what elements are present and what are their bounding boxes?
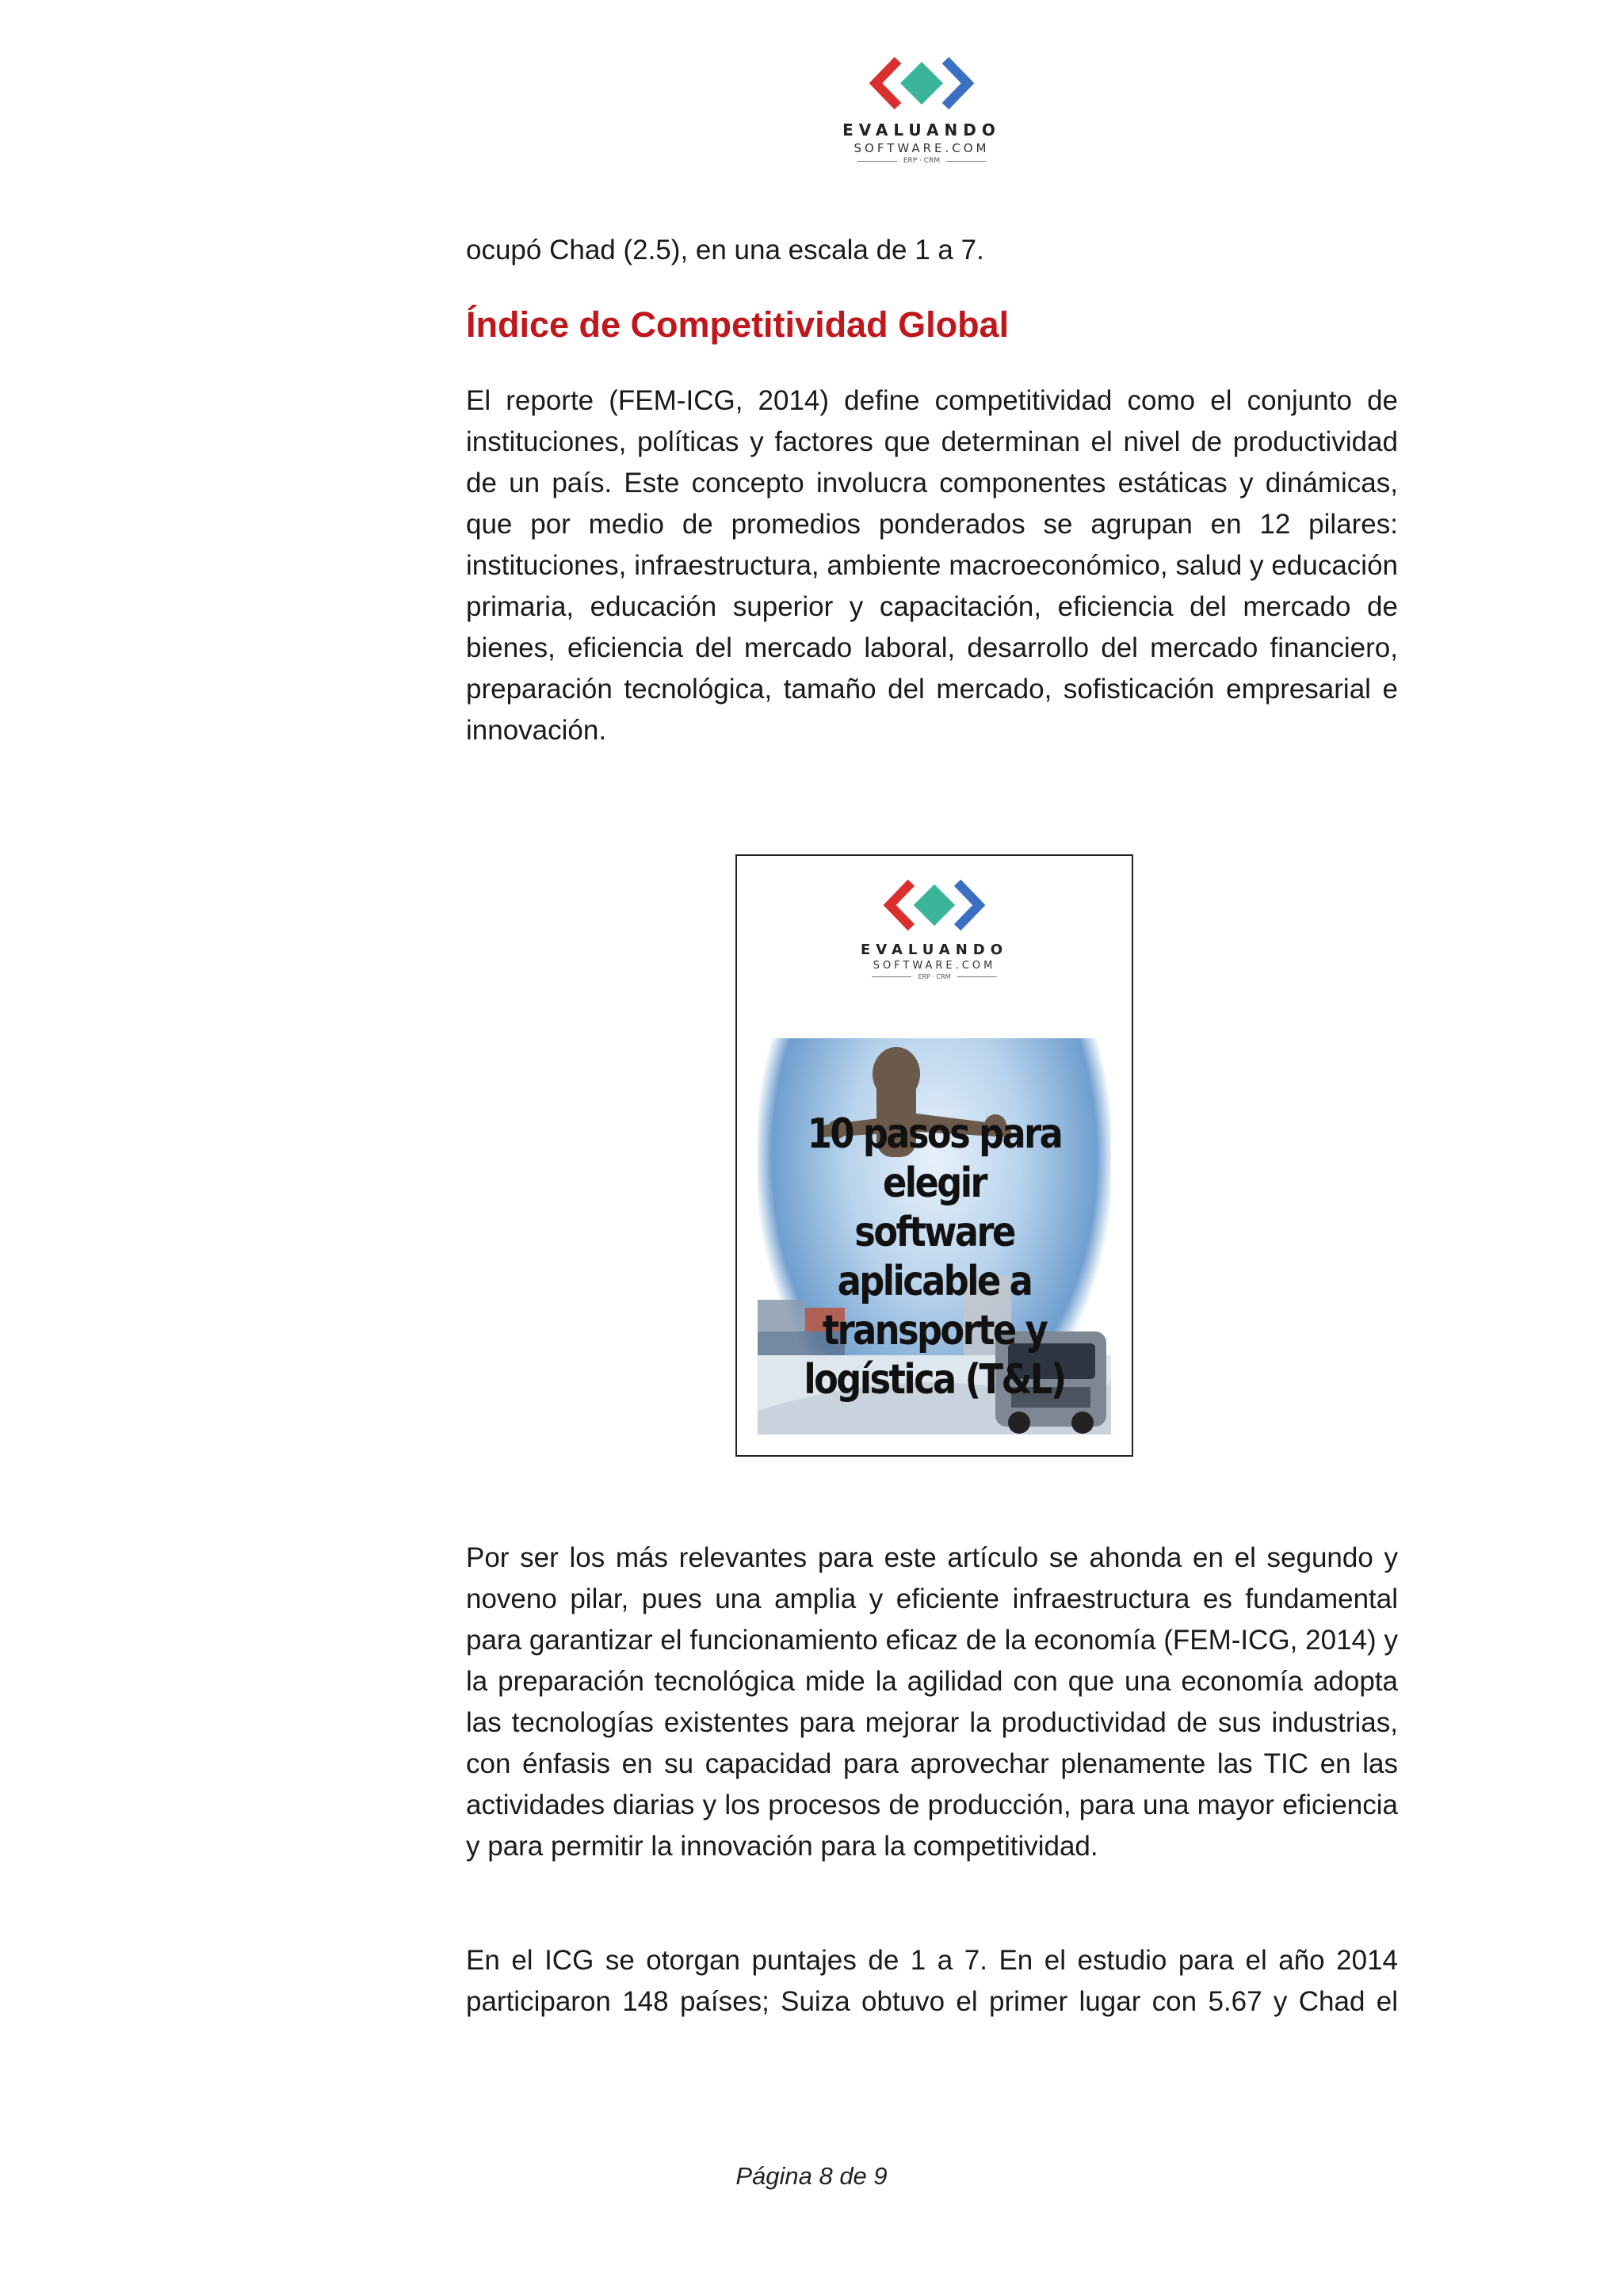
ad-brand-tagline: ERP · CRM xyxy=(918,973,951,980)
brand-tagline: ERP · CRM xyxy=(903,157,941,165)
ad-title-line-2: software aplicable a xyxy=(837,1209,1032,1305)
brand-name: EVALUANDO xyxy=(842,120,1001,139)
paragraph-1: El reporte (FEM-ICG, 2014) define competitividad como el conjunto de instituciones, políticas y factores que determinan el nivel de productividad de un país. Este concepto involucra componentes estáticas y dinámicas, que por medio de promedios ponderados se agrupan en 12 pilares: instituciones, infraestructura, ambiente macroeconómico, salud y educación primaria, educación superior y capacitación, eficiencia del mercado de bienes, eficiencia del mercado laboral, desarrollo del mercado financiero, preparación tecnológica, tamaño del mercado, sofisticación empresarial e innovación. xyxy=(466,385,1398,746)
ad-banner[interactable] xyxy=(735,854,1133,1457)
lead-text: ocupó Chad (2.5), en una escala de 1 a 7. xyxy=(466,235,984,266)
brand-tagline-row xyxy=(832,157,1011,165)
ad-brand-logo-icon xyxy=(883,878,986,932)
brand-domain: SOFTWARE.COM xyxy=(854,141,990,155)
brand-logo-icon xyxy=(869,55,974,111)
page-number: Página 8 de 9 xyxy=(735,2162,888,2190)
paragraph-2: Por ser los más relevantes para este artículo se ahonda en el segundo y noveno pilar, pues una amplia y eficiente infraestructura es fundamental para garantizar el funcionamiento eficaz de la economía (FEM-ICG, 2014) y la preparación tecnológica mide la agilidad con que una economía adopta las tecnologías existentes para mejorar la productividad de sus industrias, con énfasis en su capacidad para aprovechar plenamente las TIC en las actividades diarias y los procesos de producción, para una mayor eficiencia y para permitir la innovación para la competitividad. xyxy=(466,1542,1398,1862)
ad-brand-name: EVALUANDO xyxy=(860,942,1009,958)
ad-artwork xyxy=(758,1038,1111,1435)
paragraph-1-block xyxy=(466,380,1398,751)
ad-logo xyxy=(737,878,1132,980)
ad-title-line-1: 10 pasos para elegir xyxy=(807,1110,1062,1207)
ad-title xyxy=(782,1110,1086,1404)
ad-title-line-4: logística (T&L) xyxy=(804,1356,1065,1404)
section-heading: Índice de Competitividad Global xyxy=(466,304,1010,345)
ad-brand-domain: SOFTWARE.COM xyxy=(873,960,996,972)
ad-title-line-3: transporte y xyxy=(822,1307,1047,1354)
paragraph-2-block xyxy=(466,1538,1398,1867)
lead-text-block xyxy=(466,230,1398,271)
paragraph-3-block xyxy=(466,1940,1398,2023)
ad-brand-tagline-row xyxy=(737,973,1132,980)
paragraph-3: En el ICG se otorgan puntajes de 1 a 7. En el estudio para el año 2014 participaron 148 países; Suiza obtuvo el primer lugar con 5.67 y Chad el xyxy=(466,1945,1398,2017)
header-logo xyxy=(832,55,1011,174)
